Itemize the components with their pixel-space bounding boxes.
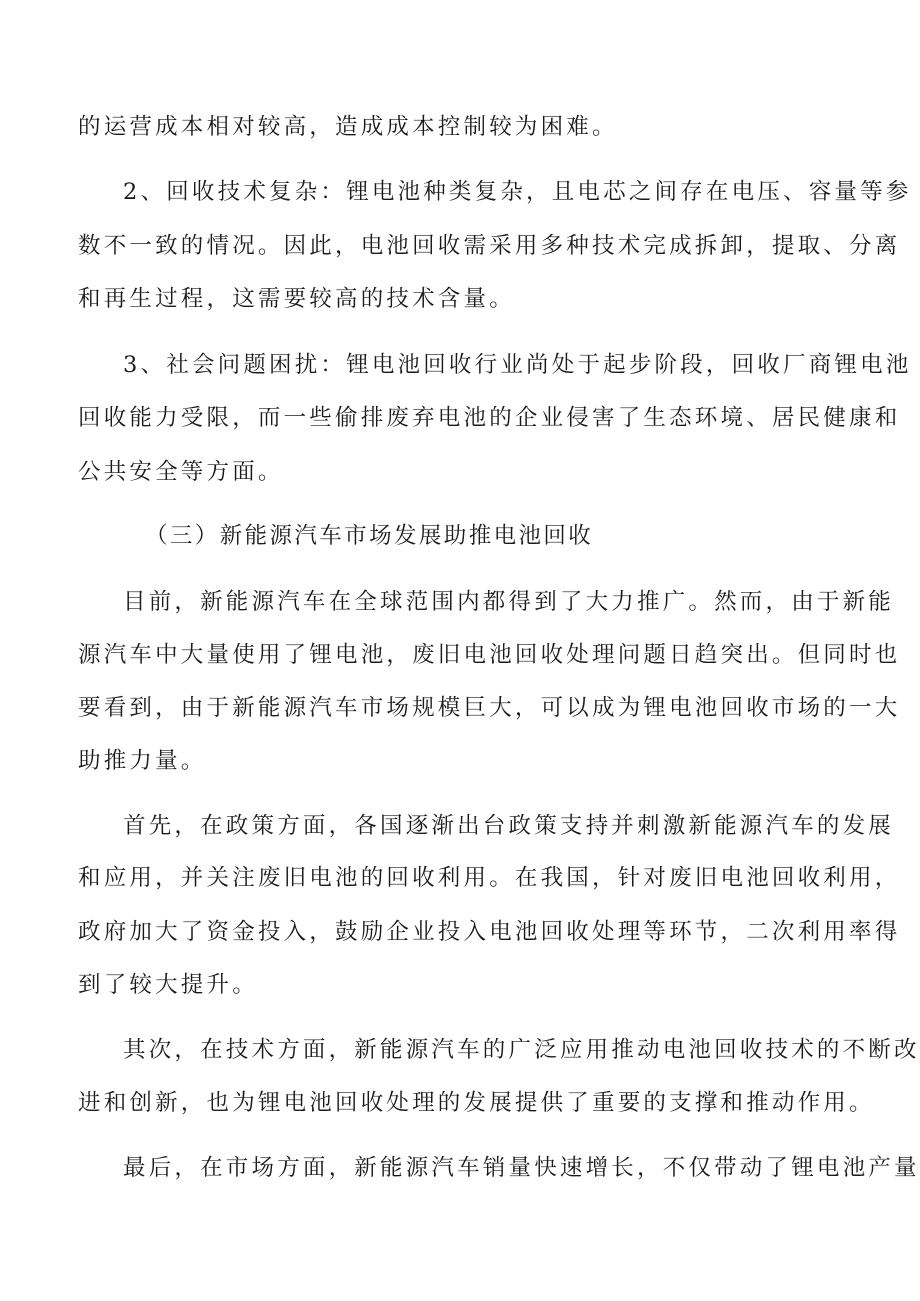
text-line: 首先，在政策方面，各国逐渐出台政策支持并刺激新能源汽车的发展	[123, 813, 895, 839]
text-line: 助推力量。	[78, 748, 207, 774]
text-line: 3、社会问题困扰：锂电池回收行业尚处于起步阶段，回收厂商锂电池	[123, 352, 912, 378]
section-heading: （三）新能源汽车市场发展助推电池回收	[145, 523, 594, 549]
text-line: 其次，在技术方面，新能源汽车的广泛应用推动电池回收技术的不断改	[123, 1037, 920, 1063]
text-line: 和再生过程，这需要较高的技术含量。	[78, 286, 515, 312]
text-line: 源汽车中大量使用了锂电池，废旧电池回收处理问题日趋突出。但同时也	[78, 642, 901, 668]
text-line: 进和创新，也为锂电池回收处理的发展提供了重要的支撑和推动作用。	[78, 1090, 875, 1116]
text-line: 公共安全等方面。	[78, 459, 284, 485]
text-line: 最后，在市场方面，新能源汽车销量快速增长，不仅带动了锂电池产量	[123, 1155, 920, 1181]
text-line: 政府加大了资金投入，鼓励企业投入电池回收处理等环节，二次利用率得	[78, 919, 901, 945]
text-line: 目前，新能源汽车在全球范围内都得到了大力推广。然而，由于新能	[123, 589, 895, 615]
text-line: 和应用，并关注废旧电池的回收利用。在我国，针对废旧电池回收利用，	[78, 865, 901, 891]
text-line: 回收能力受限，而一些偷排废弃电池的企业侵害了生态环境、居民健康和	[78, 405, 901, 431]
text-line: 要看到，由于新能源汽车市场规模巨大，可以成为锂电池回收市场的一大	[78, 695, 901, 721]
text-line: 数不一致的情况。因此，电池回收需采用多种技术完成拆卸，提取、分离	[78, 233, 901, 259]
text-line: 的运营成本相对较高，造成成本控制较为困难。	[78, 114, 618, 140]
text-line: 2、回收技术复杂：锂电池种类复杂，且电芯之间存在电压、容量等参	[123, 179, 912, 205]
text-line: 到了较大提升。	[78, 972, 258, 998]
